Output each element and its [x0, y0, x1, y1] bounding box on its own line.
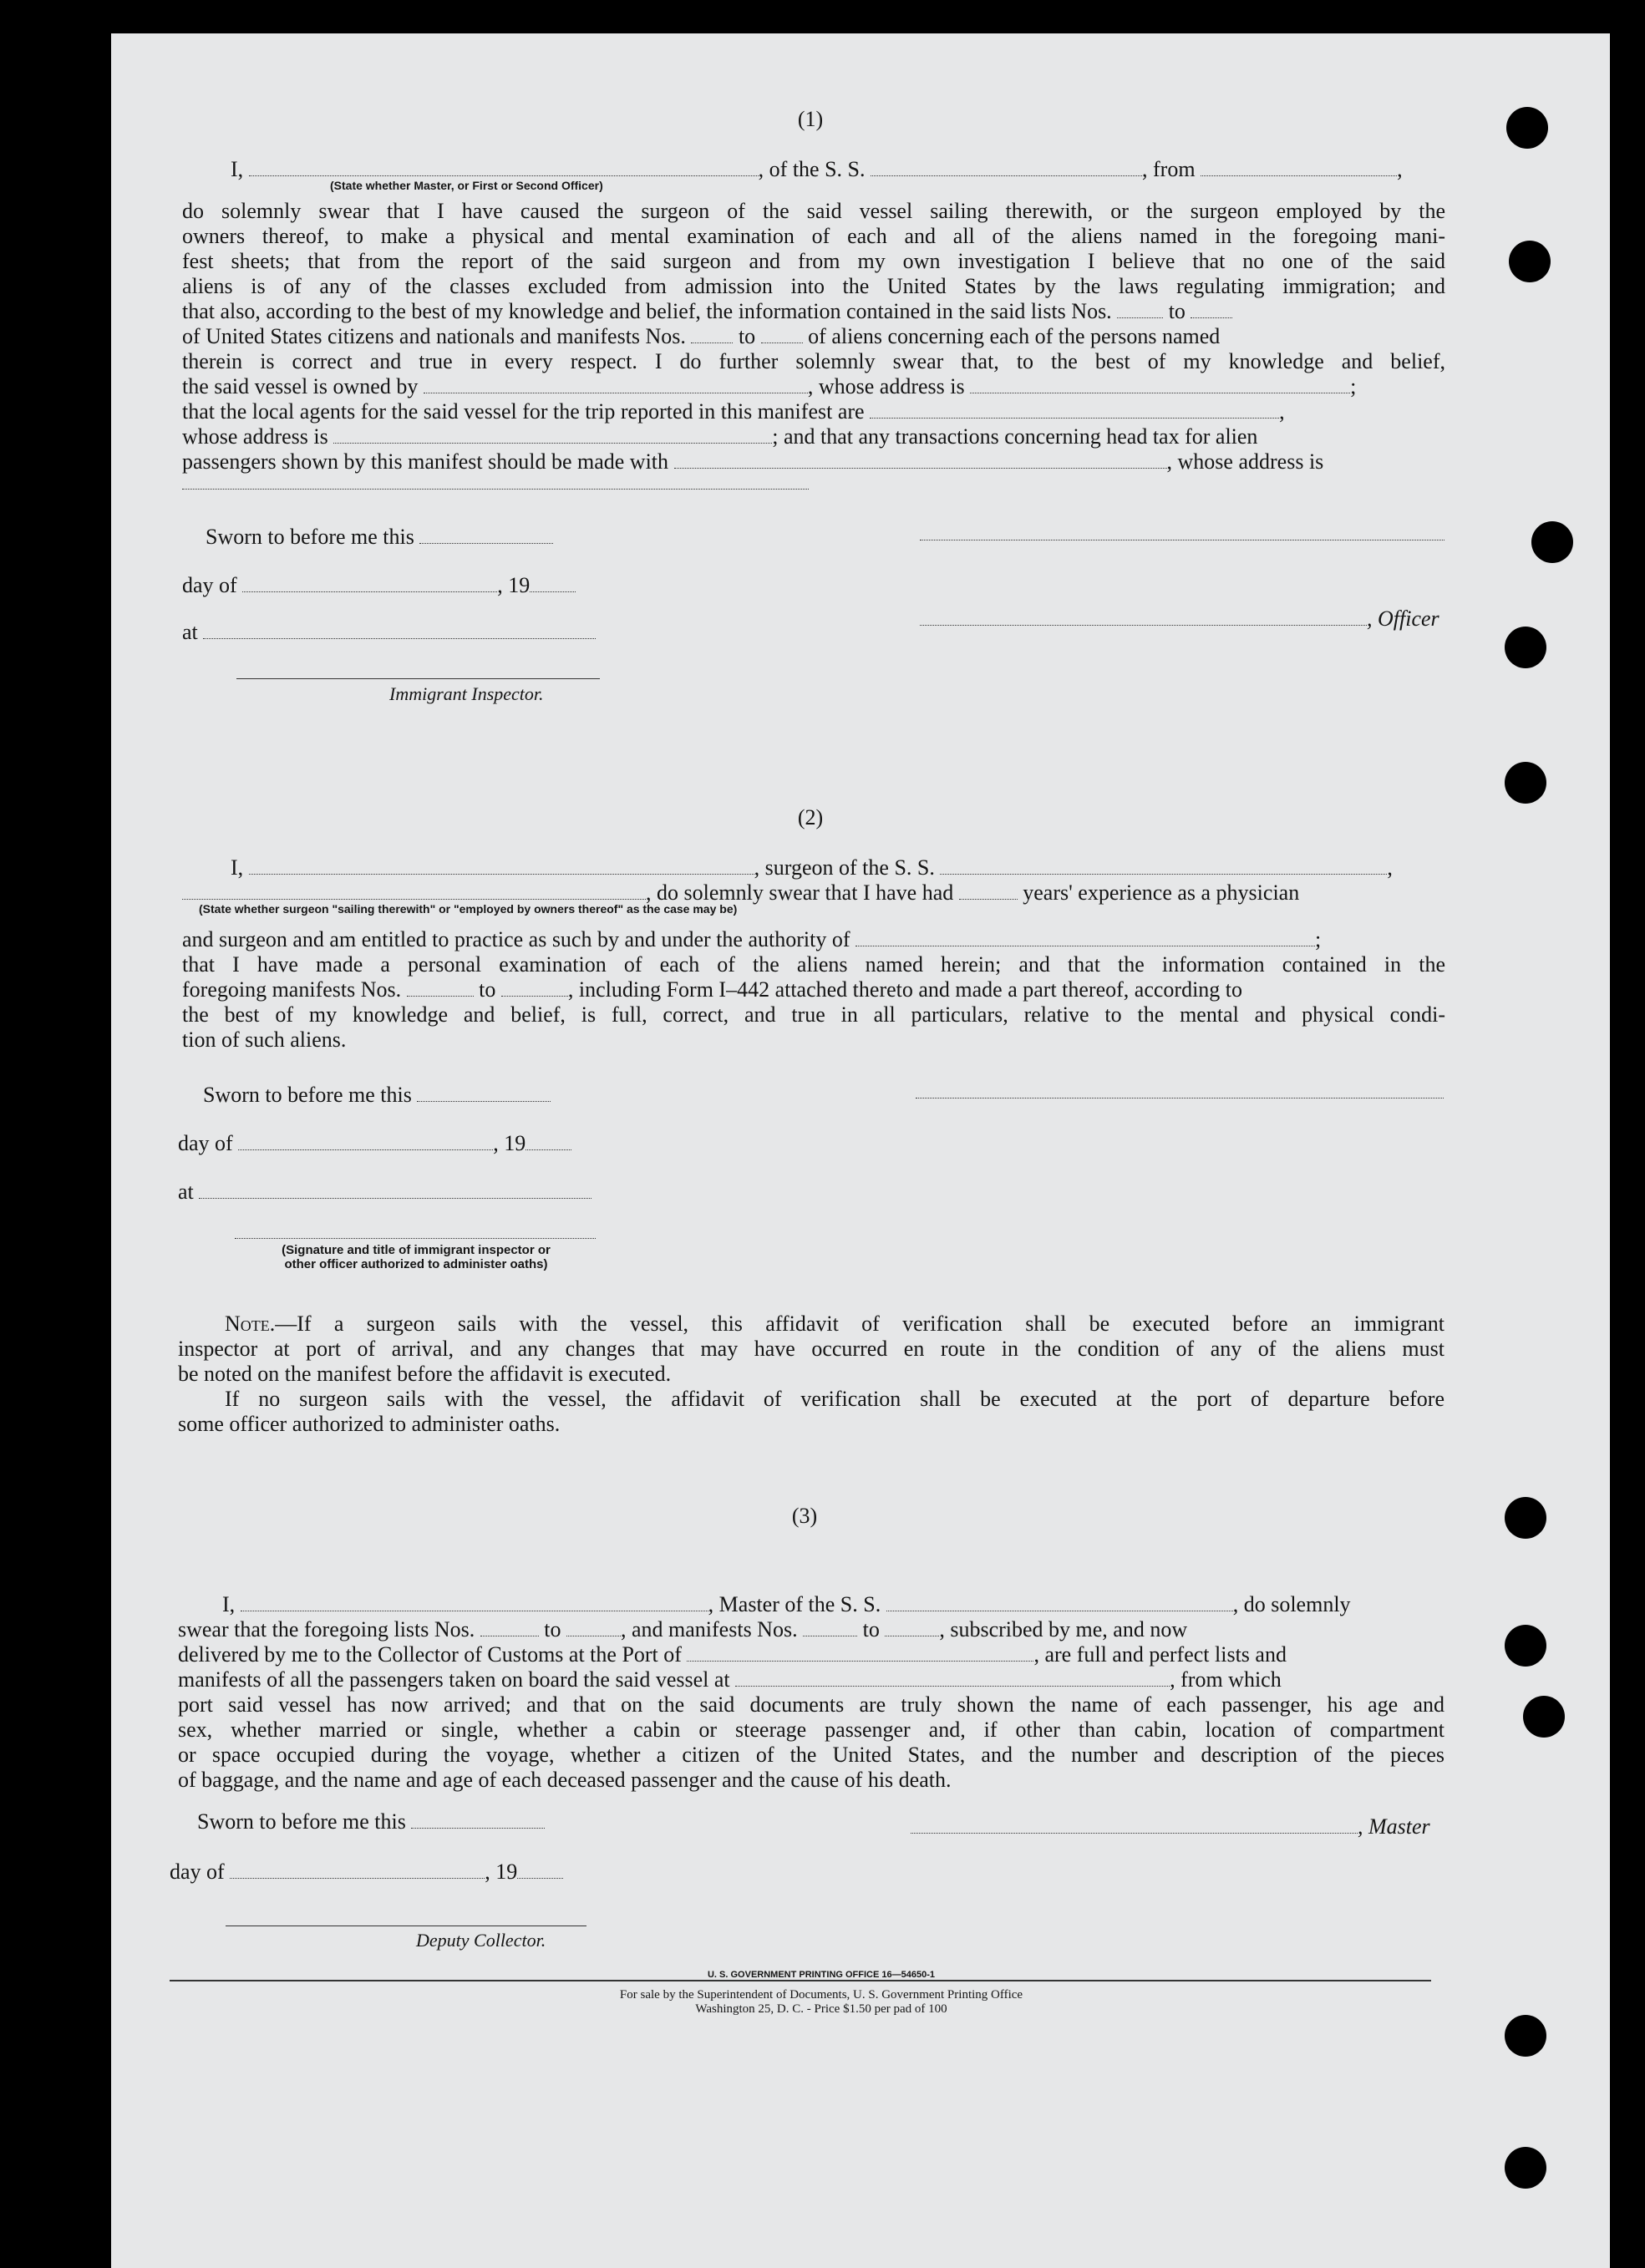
month-field[interactable] [242, 576, 497, 592]
paragraph-line: swear that the foregoing lists Nos. to , and manifests Nos. to , subscribed by me, and now [178, 1617, 1188, 1641]
sale-notice: For sale by the Superintendent of Documents, U. S. Government Printing Office Washington 25, D. C. - Price $1.50 per pad of 100 [619, 1988, 1023, 2016]
agents-address-field[interactable] [333, 428, 772, 444]
punch-hole [1505, 2015, 1546, 2057]
paragraph-line: passengers shown by this manifest should be made with , whose address is [182, 449, 1324, 474]
paragraph-line: the said vessel is owned by , whose address is ; [182, 374, 1357, 398]
year-field[interactable] [525, 1134, 571, 1150]
place-field[interactable] [203, 623, 596, 639]
sworn-line: Sworn to before me this [203, 1083, 551, 1108]
paragraph-line: that the local agents for the said vessel for the trip reported in this manifest are , [182, 399, 1285, 424]
punch-hole [1505, 1625, 1546, 1667]
master-signature-field[interactable] [911, 1818, 1358, 1834]
sworn-day-field[interactable] [419, 528, 553, 544]
address-line[interactable] [182, 489, 809, 490]
section-number: (3) [791, 1504, 818, 1528]
punch-hole [1509, 241, 1551, 282]
at-line: at [178, 1180, 591, 1205]
paragraph-line: owners thereof, to make a physical and mental examination of each and all of the aliens named in the foregoing mani- [182, 224, 1445, 248]
oath-line: I, , surgeon of the S. S. , [231, 855, 1393, 880]
paragraph-line: that also, according to the best of my knowledge and belief, the information contained in the said lists Nos. to [182, 299, 1232, 324]
vessel-name-field[interactable] [940, 859, 1387, 875]
manifests-from-field[interactable] [691, 327, 733, 343]
oath-line: I, , Master of the S. S. , do solemnly [222, 1592, 1351, 1616]
paragraph-line: do solemnly swear that I have caused the surgeon of the said vessel sailing therewith, or the surgeon employed by the [182, 199, 1445, 223]
day-of-line: day of , 19 [170, 1860, 563, 1885]
paragraph-line: delivered by me to the Collector of Customs at the Port of , are full and perfect lists and [178, 1642, 1287, 1667]
lists-from-field[interactable] [1117, 302, 1163, 318]
day-of-line: day of , 19 [182, 573, 576, 598]
note-line: be noted on the manifest before the affidavit is executed. [178, 1362, 672, 1386]
inspector-signature-line[interactable] [236, 678, 600, 679]
paragraph-line: foregoing manifests Nos. to , including Form I–442 attached thereto and made a part thereof, according to [182, 977, 1243, 1002]
paragraph-line: therein is correct and true in every respect. I do further solemnly swear that, to the best of my knowledge and belief, [182, 349, 1445, 373]
month-field[interactable] [238, 1134, 493, 1150]
note-line: some officer authorized to administer oaths. [178, 1412, 561, 1436]
manifests-from-field[interactable] [803, 1621, 857, 1636]
master-name-field[interactable] [241, 1596, 708, 1611]
manifests-to-field[interactable] [501, 981, 568, 997]
port-field[interactable] [687, 1646, 1033, 1662]
lists-from-field[interactable] [480, 1621, 539, 1636]
paragraph-line: manifests of all the passengers taken on board the said vessel at , from which [178, 1667, 1282, 1692]
year-field[interactable] [517, 1863, 563, 1879]
lists-to-field[interactable] [566, 1621, 621, 1636]
note-line: inspector at port of arrival, and any changes that may have occurred en route in the condition of any of the aliens must [178, 1337, 1444, 1361]
footer-rule [170, 1980, 1431, 1981]
manifests-to-field[interactable] [885, 1621, 939, 1636]
note-line: If no surgeon sails with the vessel, the affidavit of verification shall be executed at the port of departure before [225, 1387, 1444, 1411]
lists-to-field[interactable] [1191, 302, 1232, 318]
inspector-signature-line[interactable] [235, 1238, 596, 1239]
owner-address-field[interactable] [970, 378, 1350, 393]
field-caption: (State whether Master, or First or Second Officer) [330, 179, 603, 192]
master-line: , Master [911, 1814, 1430, 1839]
sworn-line: Sworn to before me this [206, 525, 553, 550]
paragraph-line: whose address is ; and that any transactions concerning head tax for alien [182, 424, 1258, 449]
paragraph-line: port said vessel has now arrived; and that on the said documents are truly shown the name of each passenger, his age and [178, 1692, 1444, 1717]
at-line: at [182, 620, 596, 645]
note-line: Note.—If a surgeon sails with the vessel, this affidavit of verification shall be executed before an immigrant [225, 1312, 1444, 1336]
day-of-line: day of , 19 [178, 1131, 571, 1156]
head-tax-party-field[interactable] [674, 453, 1167, 469]
punch-hole [1523, 1696, 1565, 1738]
surgeon-name-field[interactable] [249, 859, 754, 875]
gpo-imprint: U. S. GOVERNMENT PRINTING OFFICE 16—54650-1 [707, 1970, 935, 1980]
paragraph-line: aliens is of any of the classes excluded from admission into the United States by the laws regulating immigration; and [182, 274, 1445, 298]
form-page [111, 33, 1610, 2268]
vessel-name-field[interactable] [886, 1596, 1233, 1611]
origin-port-field[interactable] [1201, 160, 1397, 176]
authority-field[interactable] [856, 931, 1315, 946]
punch-hole [1505, 762, 1546, 804]
punch-hole [1506, 107, 1548, 149]
officer-line: , Officer [920, 606, 1439, 632]
section-number: (2) [797, 805, 824, 830]
paragraph-line: the best of my knowledge and belief, is full, correct, and true in all particulars, relative to the mental and physical condi- [182, 1002, 1445, 1027]
agents-field[interactable] [870, 403, 1279, 419]
oath-line: I, , of the S. S. , from , [231, 157, 1403, 181]
year-field[interactable] [530, 576, 576, 592]
paragraph-line: of baggage, and the name and age of each deceased passenger and the cause of his death. [178, 1768, 952, 1792]
officer-rank-field[interactable] [249, 160, 759, 176]
sworn-day-field[interactable] [417, 1086, 551, 1102]
paragraph-line: fest sheets; that from the report of the said surgeon and from my own investigation I believe that no one of the said [182, 249, 1445, 273]
departure-port-field[interactable] [735, 1671, 1170, 1687]
signature-caption: (Signature and title of immigrant inspector or other officer authorized to administer oaths) [282, 1243, 551, 1271]
surgeon-status-field[interactable] [182, 884, 646, 900]
sworn-line: Sworn to before me this [197, 1809, 545, 1834]
officer-field[interactable] [920, 610, 1367, 626]
paragraph-line: or space occupied during the voyage, whether a citizen of the United States, and the number and description of the pieces [178, 1743, 1444, 1767]
section-number: (1) [797, 107, 824, 131]
manifests-from-field[interactable] [407, 981, 474, 997]
sworn-day-field[interactable] [411, 1813, 545, 1829]
punch-hole [1505, 2147, 1546, 2189]
paragraph-line: of United States citizens and nationals and manifests Nos. to of aliens concerning each of the persons named [182, 324, 1221, 348]
paragraph-line: tion of such aliens. [182, 1027, 347, 1052]
place-field[interactable] [199, 1183, 591, 1199]
paragraph-line: that I have made a personal examination of each of the aliens named herein; and that the information contained in the [182, 952, 1445, 977]
signature-title: Deputy Collector. [416, 1930, 546, 1951]
manifests-to-field[interactable] [761, 327, 803, 343]
years-field[interactable] [959, 884, 1018, 900]
signature-title: Immigrant Inspector. [389, 683, 544, 704]
paragraph-line: and surgeon and am entitled to practice as such by and under the authority of ; [182, 927, 1322, 951]
vessel-name-field[interactable] [871, 160, 1142, 176]
month-field[interactable] [230, 1863, 485, 1879]
punch-hole [1505, 627, 1546, 668]
punch-hole [1531, 521, 1573, 563]
owner-field[interactable] [424, 378, 808, 393]
paragraph-line: sex, whether married or single, whether a cabin or steerage passenger and, if other than cabin, location of compartment [178, 1717, 1444, 1742]
field-caption: (State whether surgeon "sailing therewith" or "employed by owners thereof" as the case may be) [199, 902, 738, 916]
punch-hole [1505, 1497, 1546, 1539]
oath-line: , do solemnly swear that I have had years' experience as a physician [182, 880, 1299, 906]
